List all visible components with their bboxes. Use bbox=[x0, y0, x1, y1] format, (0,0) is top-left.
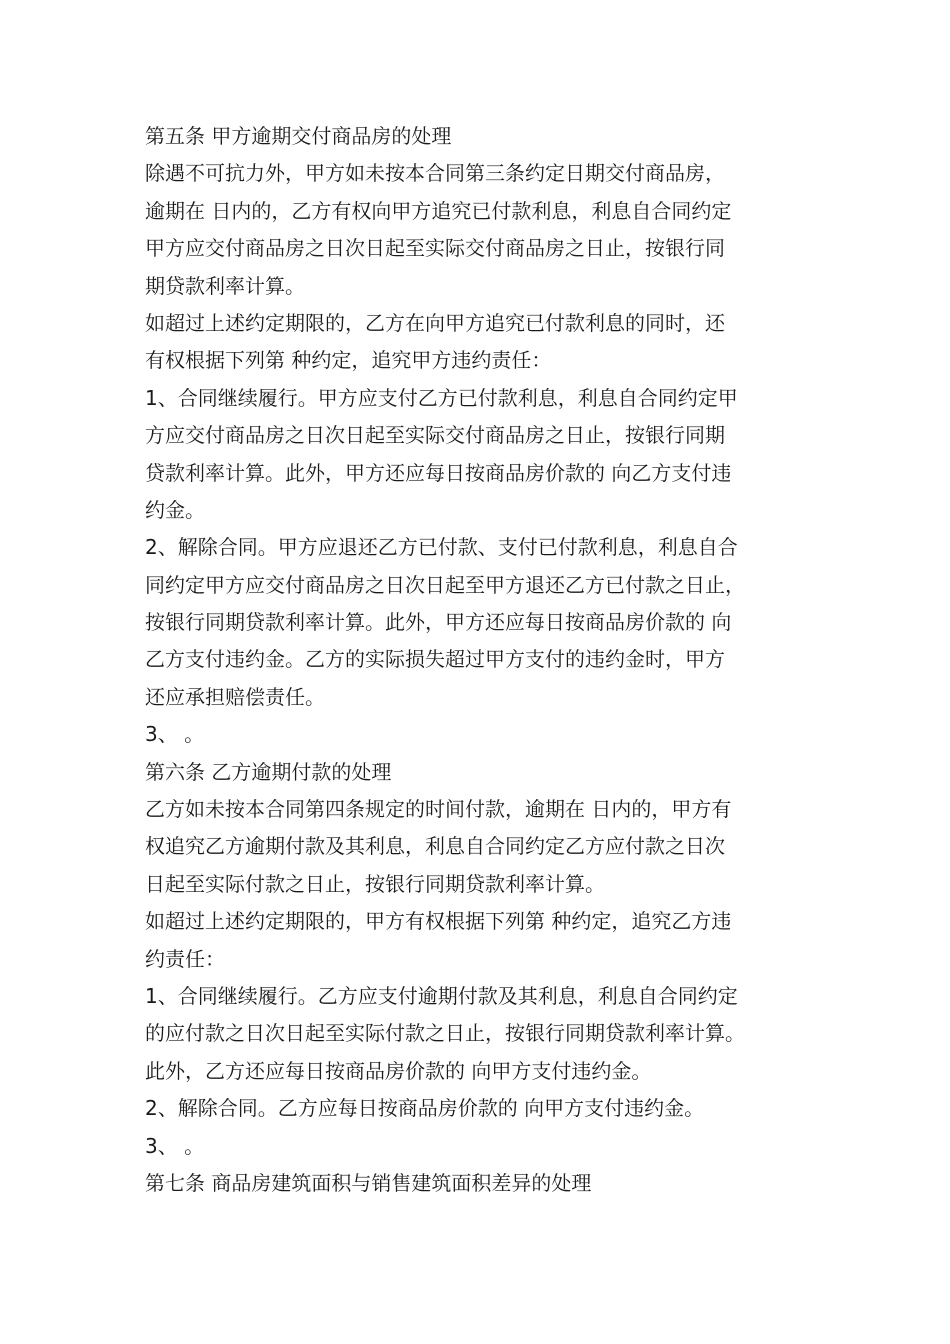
paragraph-line: 有权根据下列第 种约定，追究甲方违约责任： bbox=[145, 348, 552, 373]
paragraph-line: 约责任： bbox=[145, 946, 225, 971]
paragraph-line: 除遇不可抗力外，甲方如未按本合同第三条约定日期交付商品房， bbox=[145, 161, 725, 186]
paragraph-line: 如超过上述约定期限的，甲方有权根据下列第 种约定，追究乙方违 bbox=[145, 909, 732, 934]
list-item-line: 2、解除合同。乙方应每日按商品房价款的 向甲方支付违约金。 bbox=[145, 1096, 705, 1121]
list-item-line: 乙方支付违约金。乙方的实际损失超过甲方支付的违约金时，甲方 bbox=[145, 647, 725, 672]
list-item-line: 3、 。 bbox=[145, 1133, 205, 1158]
paragraph-line: 期贷款利率计算。 bbox=[145, 273, 305, 298]
list-item-line: 约金。 bbox=[145, 497, 205, 522]
section-heading-6: 第六条 乙方逾期付款的处理 bbox=[145, 759, 392, 784]
list-item-line: 方应交付商品房之日次日起至实际交付商品房之日止，按银行同期 bbox=[145, 423, 725, 448]
list-item-line: 同约定甲方应交付商品房之日次日起至甲方退还乙方已付款之日止， bbox=[145, 572, 745, 597]
list-item-line: 3、 。 bbox=[145, 722, 205, 747]
list-item-line: 的应付款之日次日起至实际付款之日止，按银行同期贷款利率计算。 bbox=[145, 1021, 745, 1046]
paragraph-line: 甲方应交付商品房之日次日起至实际交付商品房之日止，按银行同 bbox=[145, 236, 725, 261]
list-item-line: 贷款利率计算。此外，甲方还应每日按商品房价款的 向乙方支付违 bbox=[145, 460, 732, 485]
paragraph-line: 如超过上述约定期限的，乙方在向甲方追究已付款利息的同时，还 bbox=[145, 310, 725, 335]
document-body bbox=[145, 118, 815, 1202]
section-heading-7: 第七条 商品房建筑面积与销售建筑面积差异的处理 bbox=[145, 1170, 592, 1195]
paragraph-line: 逾期在 日内的，乙方有权向甲方追究已付款利息，利息自合同约定 bbox=[145, 198, 732, 223]
paragraph-line: 权追究乙方逾期付款及其利息，利息自合同约定乙方应付款之日次 bbox=[145, 834, 725, 859]
list-item-line: 1、合同继续履行。乙方应支付逾期付款及其利息，利息自合同约定 bbox=[145, 983, 738, 1008]
section-heading-5: 第五条 甲方逾期交付商品房的处理 bbox=[145, 124, 452, 148]
list-item-line: 1、合同继续履行。甲方应支付乙方已付款利息，利息自合同约定甲 bbox=[145, 385, 738, 410]
list-item-line: 按银行同期贷款利率计算。此外，甲方还应每日按商品房价款的 向 bbox=[145, 610, 732, 635]
list-item-line: 此外，乙方还应每日按商品房价款的 向甲方支付违约金。 bbox=[145, 1058, 652, 1083]
list-item-line: 还应承担赔偿责任。 bbox=[145, 684, 325, 709]
paragraph-line: 乙方如未按本合同第四条规定的时间付款，逾期在 日内的，甲方有 bbox=[145, 797, 732, 822]
list-item-line: 2、解除合同。甲方应退还乙方已付款、支付已付款利息，利息自合 bbox=[145, 535, 738, 560]
paragraph-line: 日起至实际付款之日止，按银行同期贷款利率计算。 bbox=[145, 871, 605, 896]
